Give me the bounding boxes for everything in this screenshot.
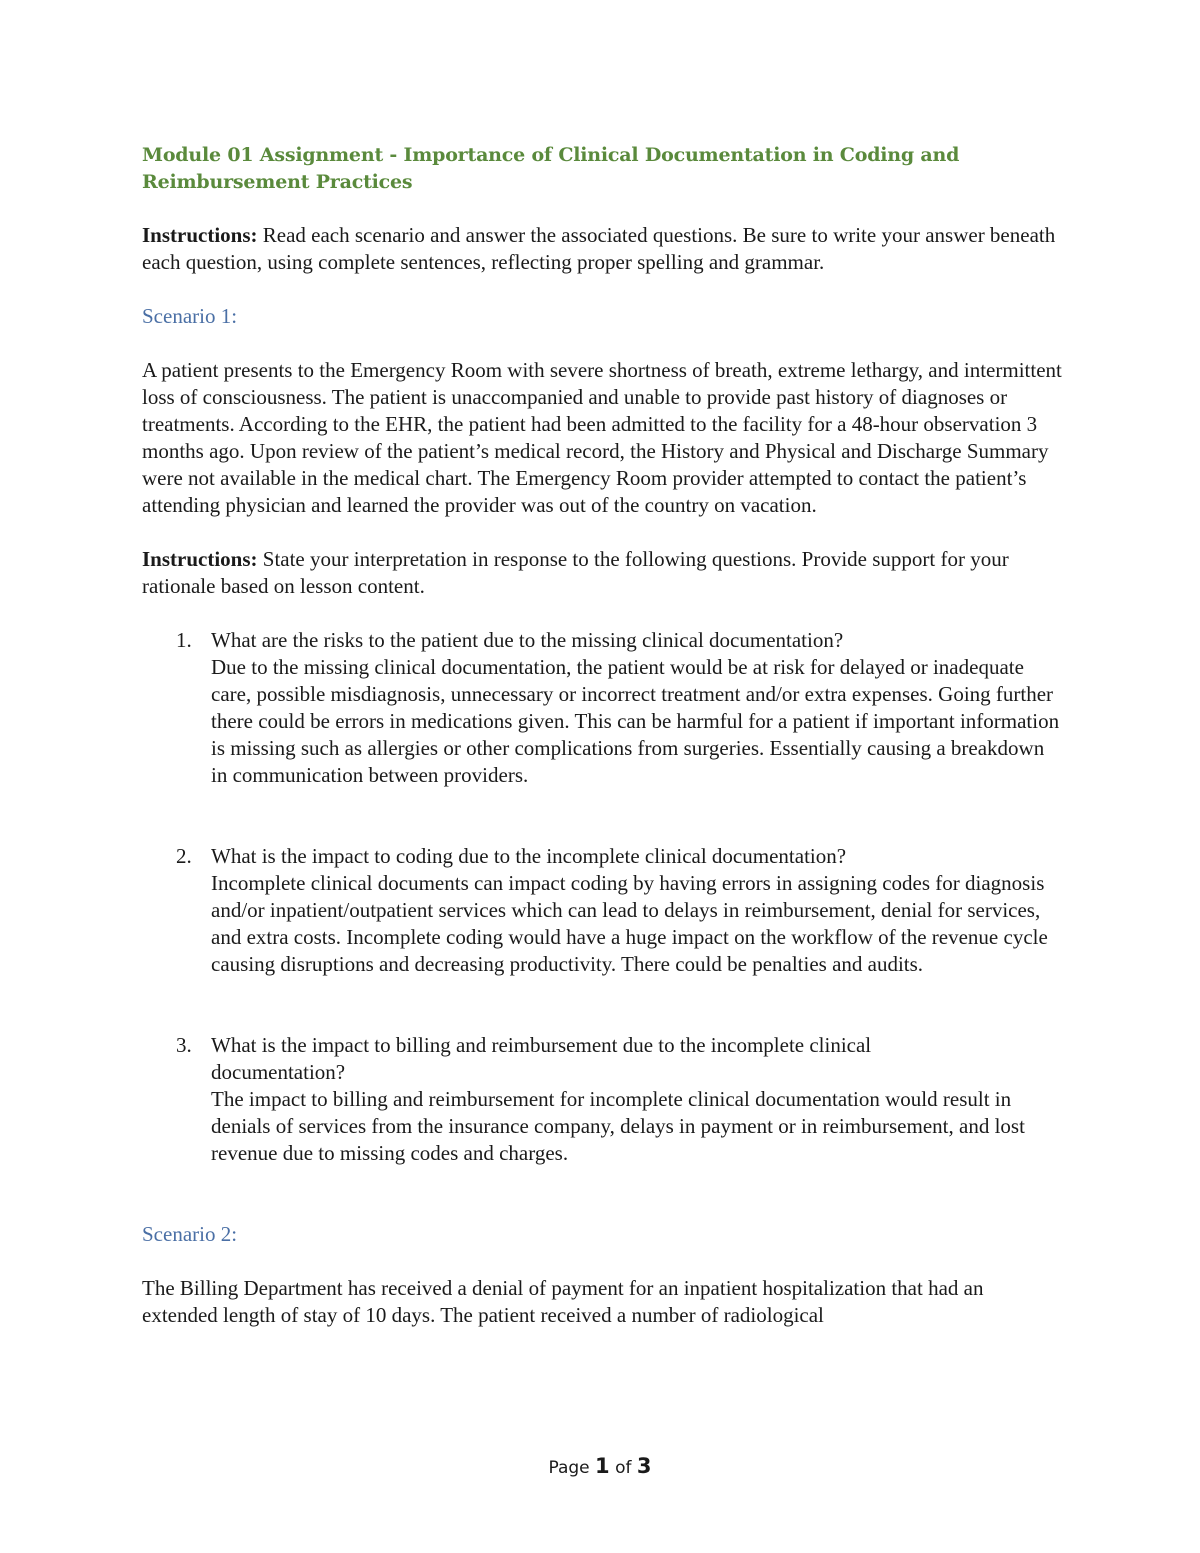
scenario-2-heading: Scenario 2: [142,1222,238,1246]
page-word: Page [548,1458,590,1478]
instructions-text: State your interpretation in response to the following questions. Provide support for your rationale based on lesson content. [142,547,1009,598]
instructions-text: Read each scenario and answer the associated questions. Be sure to write your answer beneath each question, using complete sentences, reflecting proper spelling and grammar. [142,223,1056,274]
question-item-1 [142,627,1062,789]
assignment-title: Module 01 Assignment - Importance of Clinical Documentation in Coding and Reimbursement Practices [142,144,960,193]
instructions-paragraph-1 [142,222,1062,276]
question-text: What is the impact to billing and reimbursement due to the incomplete clinical documentation? [211,1033,872,1084]
scenario-1-text: A patient presents to the Emergency Room with severe shortness of breath, extreme lethargy, and intermittent loss of consciousness. The patient is unaccompanied and unable to provide past history of diagnoses or treatments. According to the EHR, the patient had been admitted to the facility for a 48-hour observation 3 months ago. Upon review of the patient’s medical record, the History and Physical and Discharge Summary were not available in the medical chart. The Emergency Room provider attempted to contact the patient’s attending physician and learned the provider was out of the country on vacation. [142,358,1062,517]
page-footer [0,1454,1200,1478]
question-number: 3. [176,1033,192,1057]
question-text: What is the impact to coding due to the incomplete clinical documentation? [211,844,847,868]
instructions-label: Instructions: [142,547,258,571]
document-page [142,142,1062,1329]
question-item-2 [142,843,1062,978]
scenario-2-text: The Billing Department has received a denial of payment for an inpatient hospitalization that had an extended length of stay of 10 days. The patient received a number of radiological [142,1276,984,1327]
instructions-paragraph-2 [142,546,1062,600]
answer-text: The impact to billing and reimbursement for incomplete clinical documentation would result in denials of services from the insurance company, delays in payment or in reimbursement, and lost revenue due to missing codes and charges. [211,1087,1025,1165]
instructions-label: Instructions: [142,223,258,247]
page-total: 3 [636,1454,652,1478]
question-number: 2. [176,844,192,868]
answer-text: Incomplete clinical documents can impact coding by having errors in assigning codes for diagnosis and/or inpatient/outpatient services which can lead to delays in reimbursement, denial for services, and extra costs. Incomplete coding would have a huge impact on the workflow of the revenue cycle causing disruptions and decreasing productivity. There could be penalties and audits. [211,871,1048,976]
scenario-1-heading: Scenario 1: [142,304,238,328]
question-number: 1. [176,628,192,652]
page-current: 1 [595,1454,610,1478]
question-item-3 [142,1032,1062,1167]
of-word: of [615,1458,632,1478]
question-text: What are the risks to the patient due to the missing clinical documentation? [211,628,844,652]
answer-text: Due to the missing clinical documentation, the patient would be at risk for delayed or inadequate care, possible misdiagnosis, unnecessary or incorrect treatment and/or extra expenses. Going further there could be errors in medications given. This can be harmful for a patient if important information is missing such as allergies or other complications from surgeries. Essentially causing a breakdown in communication between providers. [211,655,1060,787]
question-list [142,627,1062,1167]
